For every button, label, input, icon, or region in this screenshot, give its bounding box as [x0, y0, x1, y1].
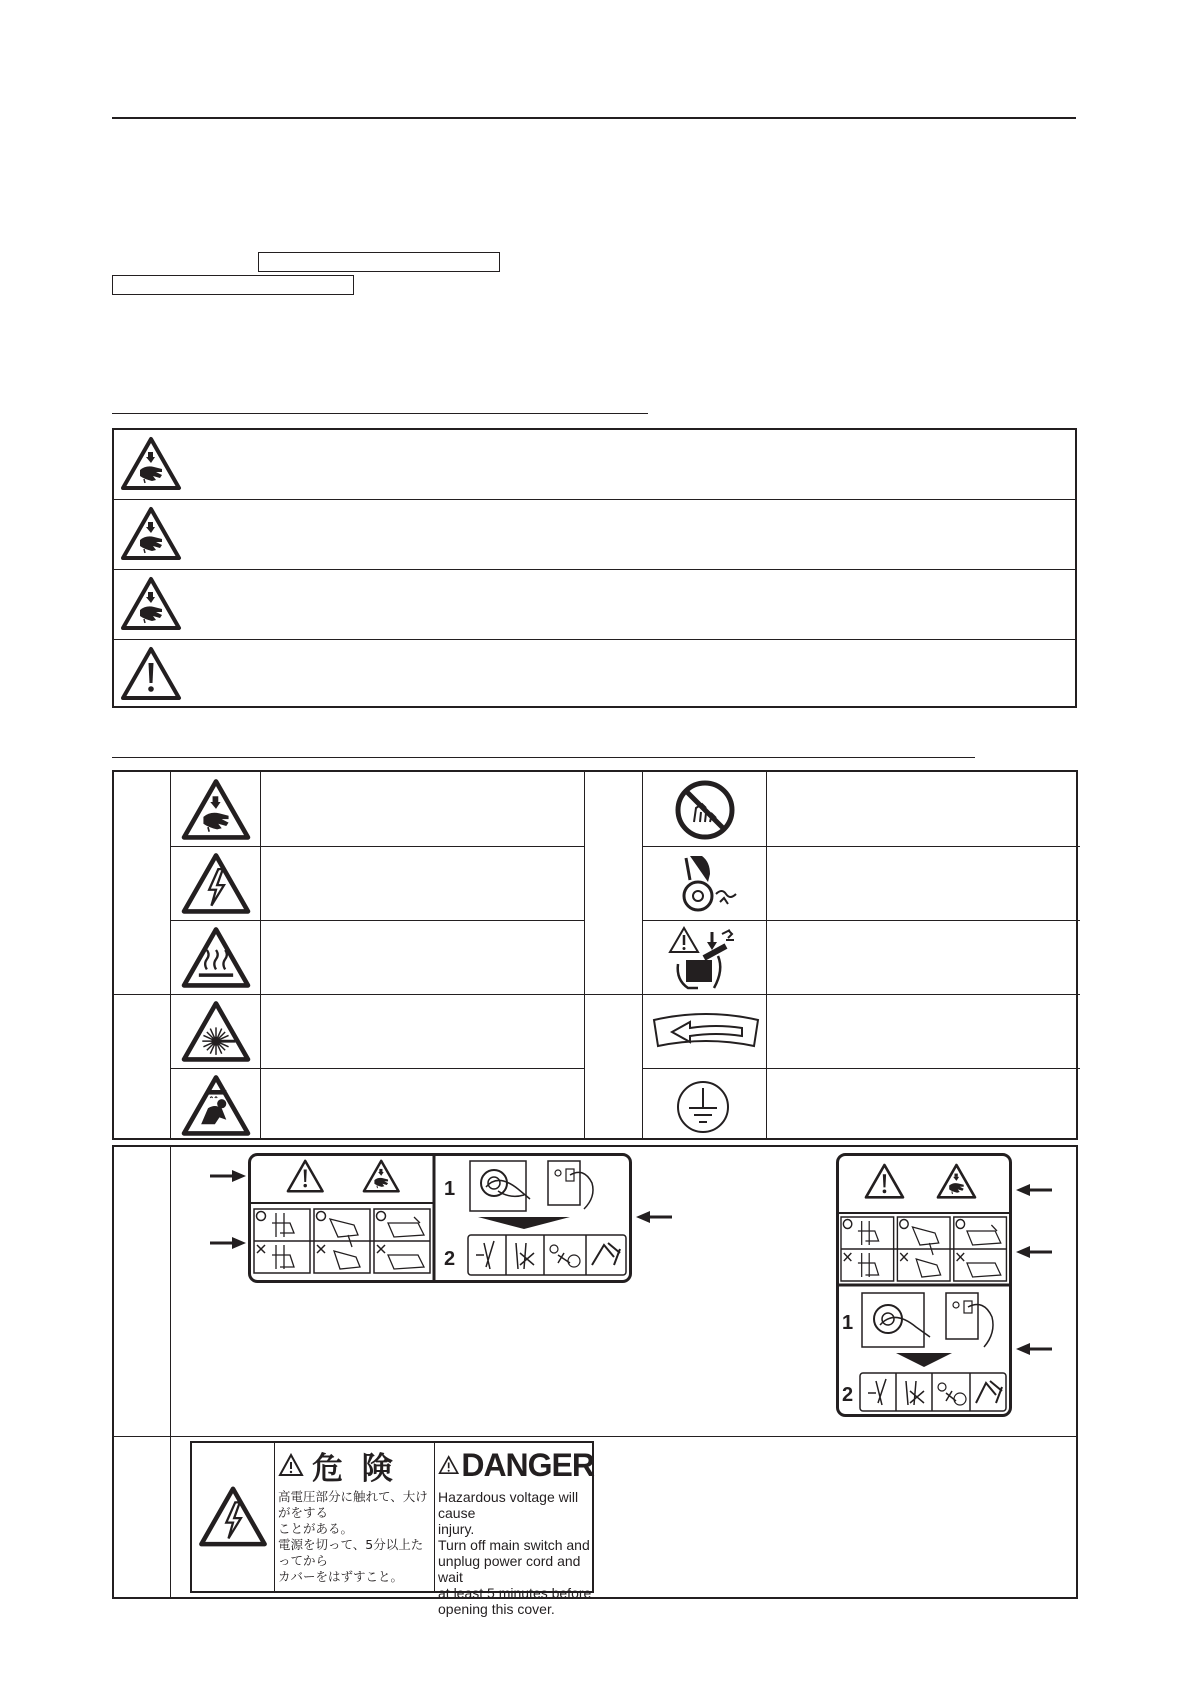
pointer-arrow-left: [1014, 1342, 1052, 1356]
symbols-row-divider: [170, 1068, 585, 1069]
needle-hand-warning-icon: [120, 576, 182, 632]
laser-radiation-icon: [178, 1000, 254, 1064]
step1-number: 1: [444, 1178, 456, 1200]
protective-earth-icon: [674, 1078, 732, 1136]
pointer-arrow-right: [210, 1236, 248, 1250]
step1-number: 1: [842, 1312, 854, 1334]
precautions-table: [112, 428, 1077, 708]
direction-arrow-plate-icon: [650, 1010, 762, 1054]
symbols-col-divider: [642, 772, 643, 1138]
precautions-row-divider: [114, 569, 1075, 570]
operation-caution-icon: [668, 926, 748, 992]
symbols-row-divider: [642, 1068, 1080, 1069]
danger-jp-text: 高電圧部分に触れて、大けがをする ことがある。 電源を切って、5分以上たってから カバーをはずすこと。: [278, 1489, 428, 1584]
symbols-row-divider: [114, 994, 585, 995]
roller-entanglement-icon: [668, 852, 742, 916]
pointer-arrow-left: [634, 1210, 672, 1224]
precautions-row-divider: [114, 639, 1075, 640]
danger-en-heading: [438, 1445, 594, 1485]
needle-hand-warning-icon: [120, 436, 182, 492]
symbols-row-divider: [584, 994, 1080, 995]
warning-triangle-icon: [438, 1453, 459, 1477]
pinch-crush-icon: [178, 1074, 254, 1138]
pointer-arrow-right: [210, 1169, 248, 1183]
step2-number: 2: [444, 1248, 456, 1270]
symbols-row-divider: [170, 920, 585, 921]
no-touch-prohibition-icon: [672, 778, 738, 842]
danger-jp-title: 危 険: [312, 1450, 397, 1487]
symbols-col-divider: [584, 772, 585, 1138]
section1-underline: [112, 413, 648, 414]
warning-triangle-icon: [278, 1453, 304, 1477]
symbols-col-divider: [260, 772, 261, 1138]
labels-row-divider: [114, 1436, 1076, 1437]
symbols-row-divider: [642, 920, 1080, 921]
warning-label-vertical: [836, 1153, 1012, 1417]
precautions-row-divider: [114, 499, 1075, 500]
high-voltage-icon: [198, 1485, 268, 1549]
section2-underline: [112, 757, 975, 758]
warning-label-horizontal: [248, 1153, 632, 1283]
symbols-col-divider: [170, 772, 171, 1138]
danger-jp-heading: [278, 1445, 432, 1485]
high-voltage-icon: [178, 852, 254, 916]
danger-en-title: DANGER: [461, 1446, 594, 1483]
blank-box-1: [258, 252, 500, 272]
symbols-row-divider: [642, 846, 1080, 847]
pointer-arrow-left: [1014, 1183, 1052, 1197]
danger-en-text: Hazardous voltage will cause injury. Turn off main switch and unplug power cord and wait at least 5 minutes before opening this cover.: [438, 1489, 592, 1617]
top-rule: [112, 117, 1076, 119]
needle-hand-warning-icon: [120, 506, 182, 562]
exclamation-warning-icon: [120, 646, 182, 702]
pointer-arrow-left: [1014, 1245, 1052, 1259]
labels-col-divider: [170, 1147, 171, 1597]
needle-hand-warning-icon: [178, 778, 254, 842]
blank-box-2: [112, 275, 354, 295]
symbols-table: [112, 770, 1078, 1140]
symbols-col-divider: [766, 772, 767, 1138]
danger-label: [190, 1441, 594, 1617]
hot-surface-icon: [178, 926, 254, 990]
symbols-row-divider: [170, 846, 585, 847]
step2-number: 2: [842, 1384, 854, 1406]
